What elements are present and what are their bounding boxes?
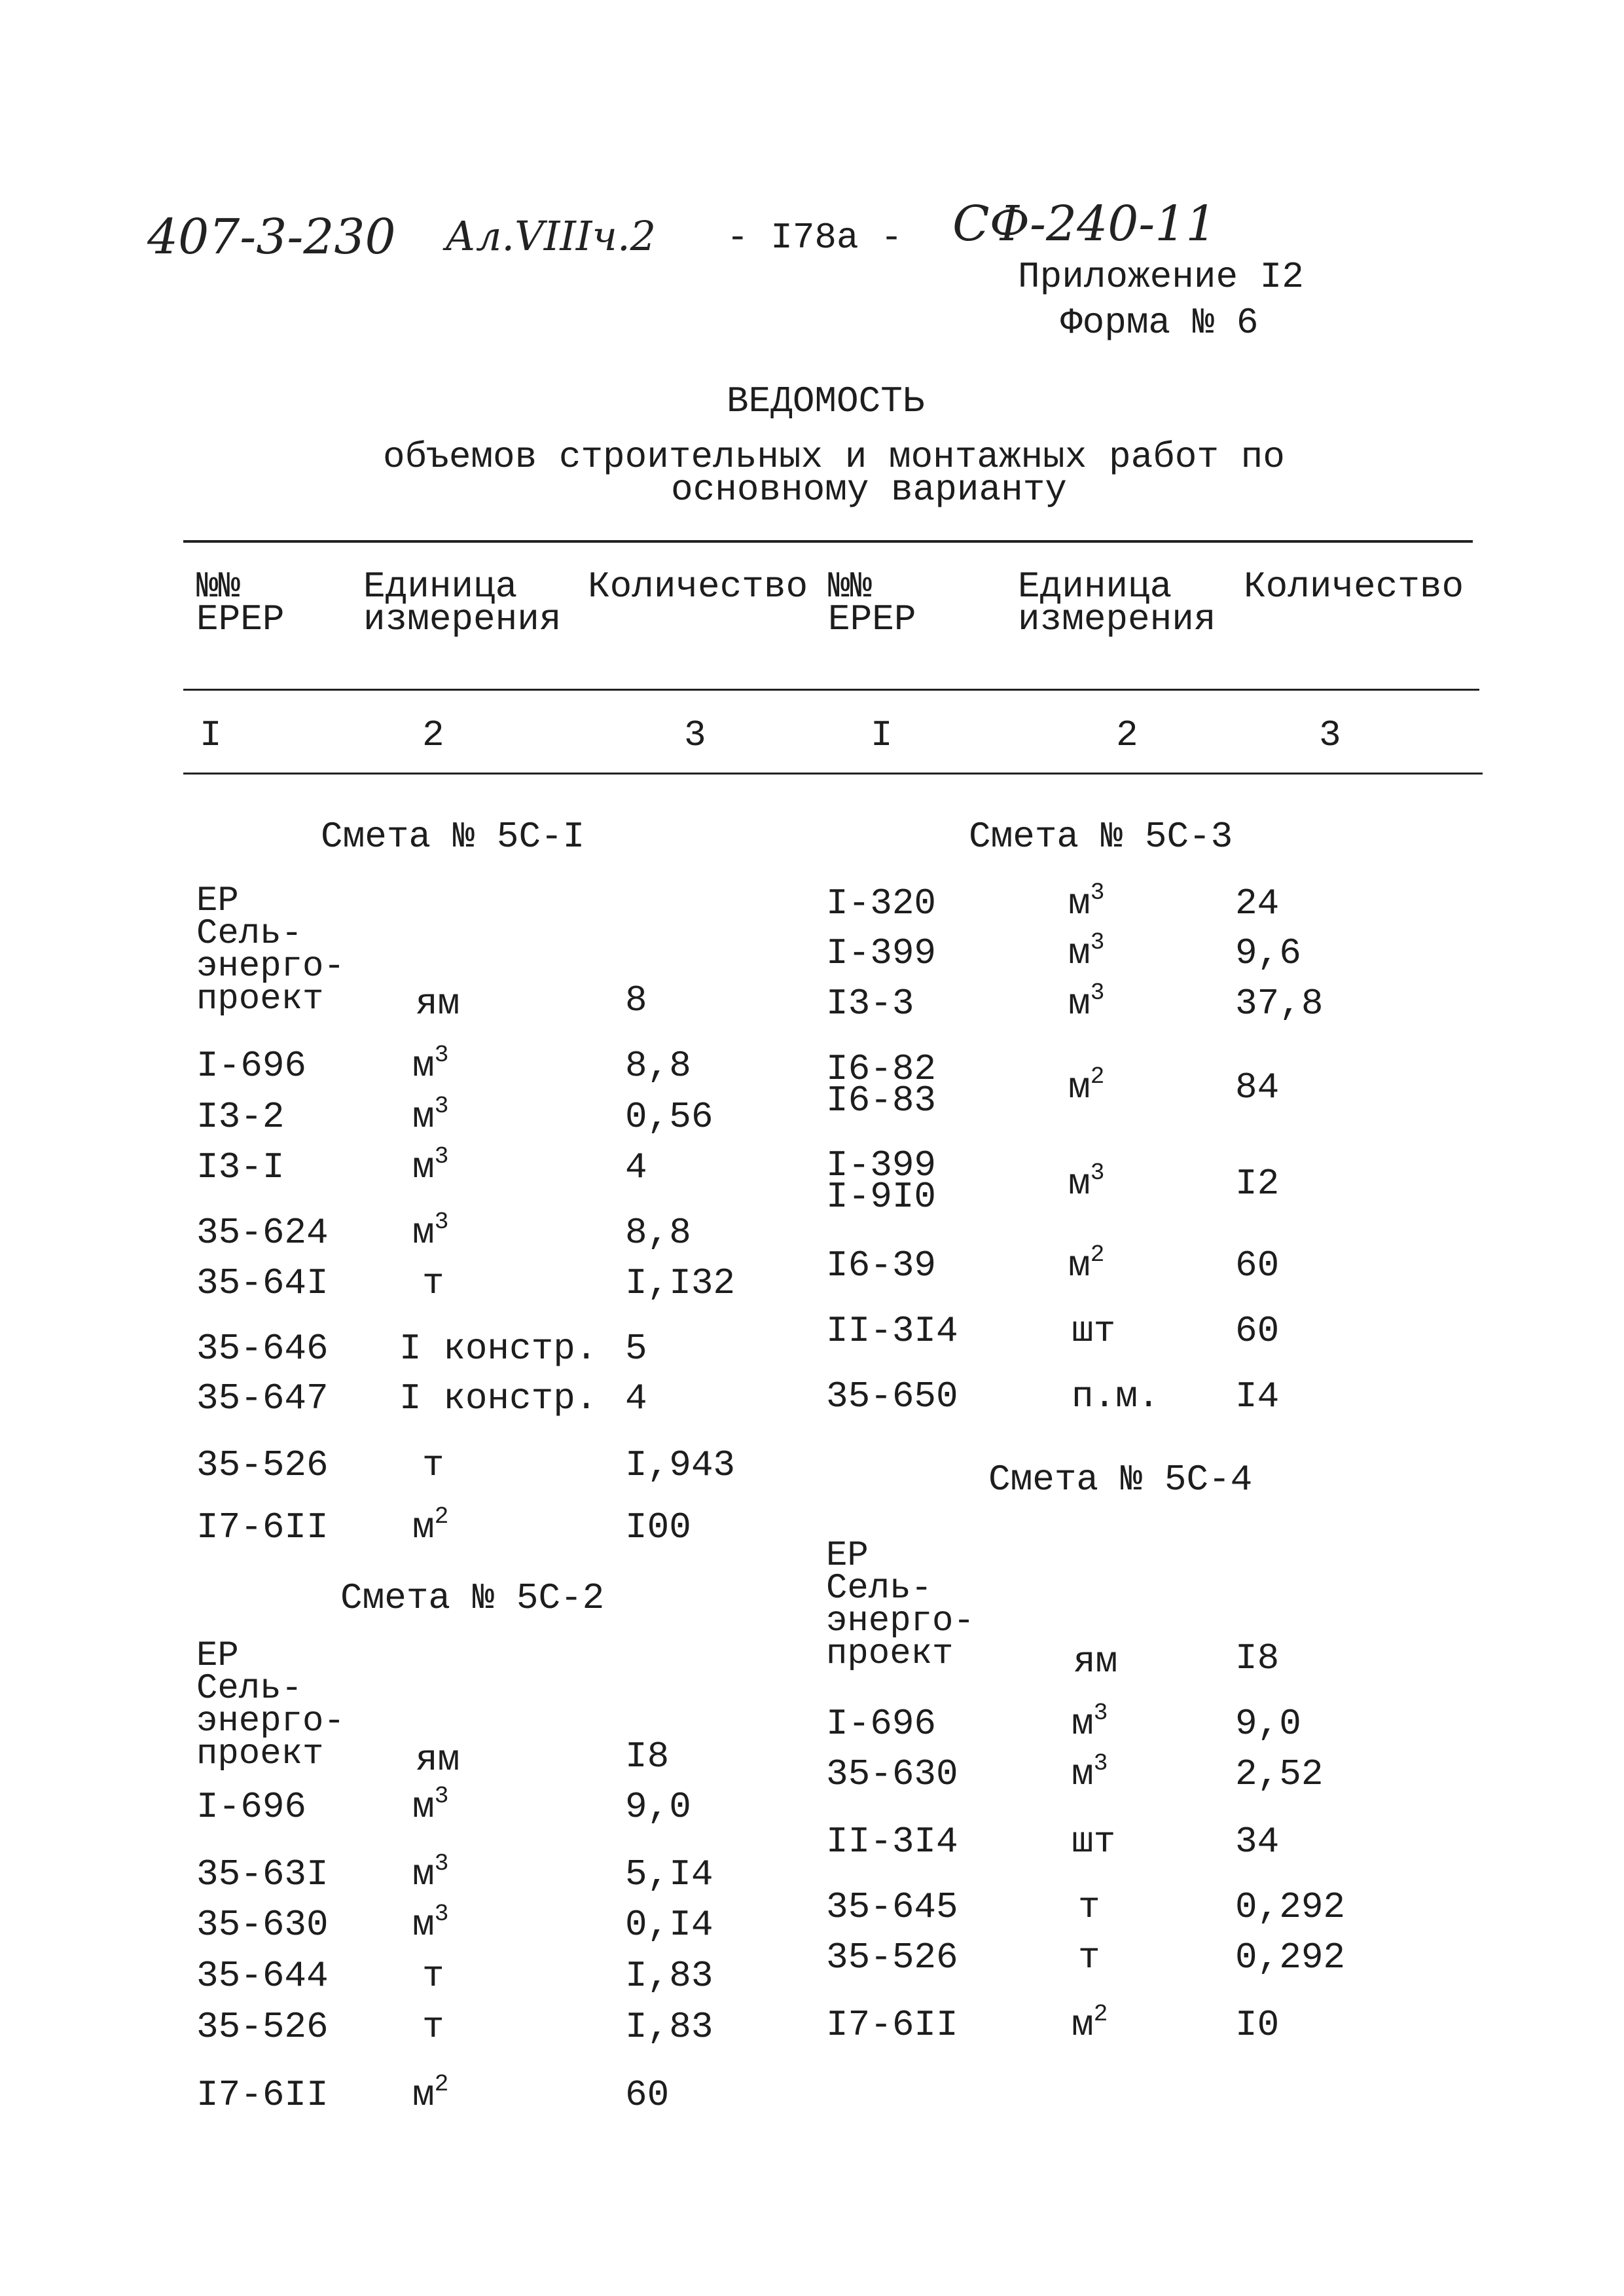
row-code: I-696 — [196, 1045, 307, 1087]
row-code: I7-6II — [196, 2074, 329, 2116]
ep-line: ЕР — [826, 1536, 869, 1576]
handwritten-form-code: СФ-240-11 — [952, 196, 1217, 252]
row-unit: п.м. — [1072, 1376, 1160, 1417]
ep-line: Сель- — [196, 1669, 303, 1709]
row-code: I-320 — [826, 883, 937, 924]
row-code: I-696 — [196, 1786, 307, 1828]
row-unit: т — [1078, 1886, 1100, 1928]
row-quantity: 0,I4 — [625, 1904, 713, 1946]
row-code: 35-645 — [826, 1886, 958, 1928]
row-quantity: 2,52 — [1235, 1753, 1324, 1795]
row-code: 35-526 — [196, 2006, 329, 2048]
ep-quantity: I8 — [1235, 1637, 1280, 1679]
row-unit: т — [422, 1955, 444, 1997]
col-unit-header-l1: Единица — [1018, 566, 1172, 608]
row-quantity: 5 — [625, 1328, 647, 1370]
col-number: I — [871, 714, 893, 756]
col-number: I — [200, 714, 222, 756]
col-number: 2 — [422, 714, 444, 756]
row-code: 35-650 — [826, 1376, 958, 1417]
row-quantity: 60 — [1235, 1245, 1280, 1286]
ep-line: ЕР — [196, 1636, 239, 1676]
row-quantity: 34 — [1235, 1821, 1280, 1863]
row-quantity: 8,8 — [625, 1045, 691, 1087]
handwritten-album-note: Ал.VIIIч.2 — [445, 212, 657, 260]
row-unit: $м^3$ — [412, 1209, 449, 1254]
row-unit: $м^2$ — [412, 1503, 449, 1548]
col-code-header-l1: №№ — [196, 566, 241, 608]
row-unit: $м^3$ — [412, 1042, 449, 1087]
row-code: I3-I — [196, 1146, 285, 1188]
row-code: 35-526 — [826, 1937, 958, 1978]
row-unit: $м^3$ — [412, 1143, 449, 1188]
row-quantity: 8,8 — [625, 1212, 691, 1254]
row-unit: $м^3$ — [412, 1093, 449, 1138]
row-code: I3-3 — [826, 983, 914, 1025]
appendix-label: Приложение I2 — [1018, 256, 1304, 298]
row-code: 35-647 — [196, 1377, 329, 1419]
ep-quantity: 8 — [625, 979, 647, 1021]
col-unit-header-l1: Единица — [363, 566, 518, 608]
row-unit: I констр. — [399, 1328, 598, 1370]
row-code: I-696 — [826, 1703, 937, 1745]
row-quantity: 5,I4 — [625, 1853, 713, 1895]
document-title: ВЕДОМОСТЬ — [727, 380, 925, 422]
ep-line: энерго- — [196, 947, 345, 987]
row-unit: $м^3$ — [1068, 1159, 1105, 1205]
row-quantity: 84 — [1235, 1066, 1280, 1108]
row-quantity: I2 — [1235, 1163, 1280, 1205]
estimate-title-5c-1: Смета № 5С-I — [321, 816, 585, 858]
ep-line: проект — [826, 1634, 954, 1674]
row-code: 35-630 — [826, 1753, 958, 1795]
col-qty-header: Количество — [588, 566, 808, 608]
row-quantity: 0,292 — [1235, 1886, 1346, 1928]
handwritten-doc-code: 407-3-230 — [147, 209, 396, 265]
row-unit: т — [422, 2006, 444, 2048]
row-unit: шт — [1072, 1310, 1116, 1352]
row-unit: $м^2$ — [1068, 1063, 1105, 1108]
row-quantity: I,I32 — [625, 1262, 736, 1304]
row-code: I6-82 — [826, 1048, 937, 1090]
estimate-title-5c-4: Смета № 5С-4 — [988, 1459, 1253, 1501]
row-quantity: 4 — [625, 1377, 647, 1419]
estimate-title-5c-3: Смета № 5С-3 — [969, 816, 1233, 858]
ep-organization-block — [196, 881, 345, 1019]
row-quantity: 0,56 — [625, 1096, 713, 1138]
row-quantity: 0,292 — [1235, 1937, 1346, 1978]
row-quantity: 4 — [625, 1146, 647, 1188]
col-code-header-l2: ЕРЕР — [828, 598, 916, 640]
row-code-secondary: I6-83 — [826, 1080, 937, 1121]
row-quantity: 9,0 — [1235, 1703, 1301, 1745]
row-unit: $м^3$ — [1072, 1750, 1108, 1795]
estimate-title-5c-2: Смета № 5С-2 — [340, 1577, 605, 1619]
row-code: II-3I4 — [826, 1821, 958, 1863]
document-subtitle-line1: объемов строительных и монтажных работ по — [383, 436, 1285, 478]
row-code: 35-63I — [196, 1853, 329, 1895]
row-unit: $м^3$ — [1068, 979, 1105, 1025]
page-number: - I78a - — [727, 217, 903, 259]
row-quantity: I,943 — [625, 1444, 736, 1486]
row-unit: т — [1078, 1937, 1100, 1978]
table-header-rule — [183, 689, 1479, 691]
row-code-secondary: I-9I0 — [826, 1176, 937, 1218]
col-code-header-l1: №№ — [828, 566, 873, 608]
col-number: 3 — [684, 714, 706, 756]
table-number-rule — [183, 773, 1483, 774]
row-quantity: 24 — [1235, 883, 1280, 924]
row-code: I-399 — [826, 1144, 937, 1186]
ep-line: энерго- — [826, 1601, 975, 1641]
row-code: 35-64I — [196, 1262, 329, 1304]
row-quantity: I0 — [1235, 2004, 1280, 2046]
ep-unit: ям — [416, 1739, 460, 1781]
row-code: 35-630 — [196, 1904, 329, 1946]
row-code: I-399 — [826, 932, 937, 974]
ep-unit: ям — [1074, 1641, 1118, 1683]
form-number: Форма № 6 — [1060, 302, 1259, 344]
row-quantity: I4 — [1235, 1376, 1280, 1417]
row-quantity: 60 — [625, 2074, 670, 2116]
row-code: I6-39 — [826, 1245, 937, 1286]
row-unit: $м^3$ — [1072, 1700, 1108, 1745]
ep-organization-block — [196, 1636, 345, 1774]
col-code-header-l2: ЕРЕР — [196, 598, 285, 640]
ep-line: ЕР — [196, 881, 239, 921]
row-code: I3-2 — [196, 1096, 285, 1138]
ep-line: Сель- — [196, 914, 303, 954]
ep-line: энерго- — [196, 1702, 345, 1741]
row-unit: $м^3$ — [1068, 879, 1105, 924]
row-code: I7-6II — [826, 2004, 958, 2046]
row-code: 35-526 — [196, 1444, 329, 1486]
row-code: 35-646 — [196, 1328, 329, 1370]
document-subtitle-line2: основному варианту — [671, 469, 1067, 511]
ep-line: проект — [196, 979, 324, 1019]
table-top-rule — [183, 540, 1473, 543]
row-unit: $м^2$ — [1068, 1241, 1105, 1286]
row-unit: I констр. — [399, 1377, 598, 1419]
row-code: 35-644 — [196, 1955, 329, 1997]
row-unit: т — [422, 1444, 444, 1486]
row-unit: шт — [1072, 1821, 1116, 1863]
row-quantity: I,83 — [625, 2006, 713, 2048]
row-quantity: 9,6 — [1235, 932, 1301, 974]
row-unit: $м^3$ — [412, 1850, 449, 1895]
row-quantity: 37,8 — [1235, 983, 1324, 1025]
row-quantity: I00 — [625, 1506, 691, 1548]
row-code: 35-624 — [196, 1212, 329, 1254]
row-quantity: I,83 — [625, 1955, 713, 1997]
ep-line: проект — [196, 1734, 324, 1774]
row-quantity: 60 — [1235, 1310, 1280, 1352]
row-quantity: 9,0 — [625, 1786, 691, 1828]
row-code: I7-6II — [196, 1506, 329, 1548]
ep-quantity: I8 — [625, 1736, 670, 1777]
row-unit: $м^3$ — [412, 1783, 449, 1828]
row-unit: т — [422, 1262, 444, 1304]
col-number: 3 — [1319, 714, 1341, 756]
ep-organization-block — [826, 1536, 975, 1674]
row-unit: $м^2$ — [1072, 2001, 1108, 2046]
col-number: 2 — [1116, 714, 1138, 756]
ep-line: Сель- — [826, 1569, 933, 1609]
row-code: II-3I4 — [826, 1310, 958, 1352]
row-unit: $м^2$ — [412, 2071, 449, 2116]
col-qty-header: Количество — [1244, 566, 1464, 608]
row-unit: $м^3$ — [412, 1901, 449, 1946]
row-unit: $м^3$ — [1068, 929, 1105, 974]
col-unit-header-l2: измерения — [363, 598, 562, 640]
ep-unit: ям — [416, 983, 460, 1025]
col-unit-header-l2: измерения — [1018, 598, 1216, 640]
